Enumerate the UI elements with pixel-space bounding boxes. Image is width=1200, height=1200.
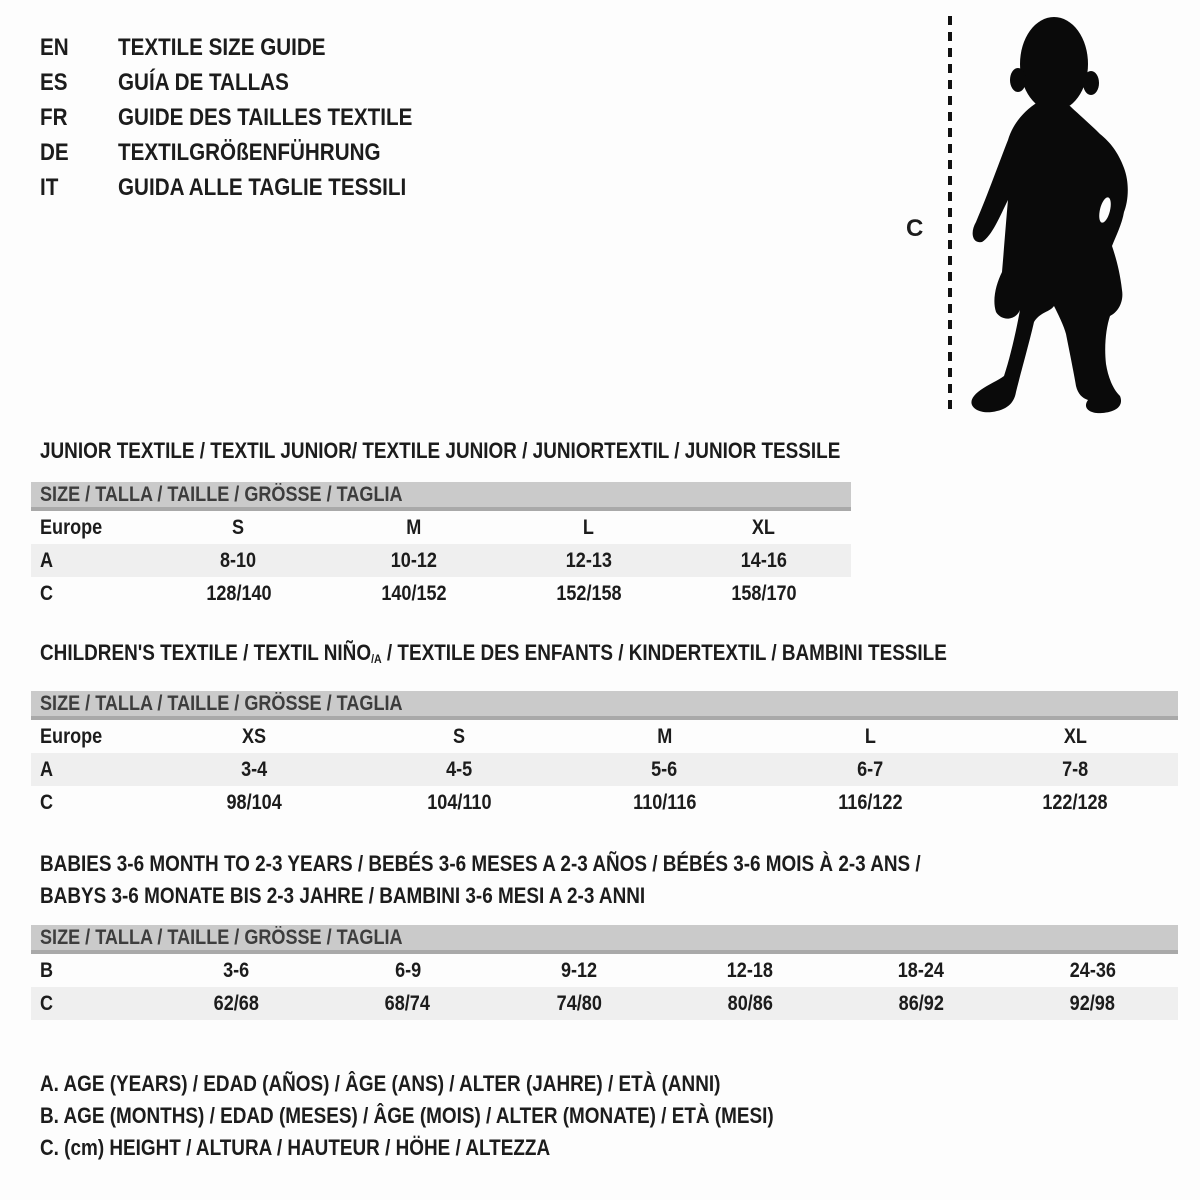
children-section-title-text: CHILDREN'S TEXTILE / TEXTIL $NIÑO_{/A}$ / TEXTILE DES ENFANTS / KINDERTEXTIL / BAMBINI TESSILE bbox=[40, 640, 947, 666]
row-label: C bbox=[40, 582, 54, 605]
children-size-table bbox=[31, 691, 1178, 819]
table-row-height bbox=[31, 786, 1178, 819]
table-row-europe bbox=[31, 720, 1178, 753]
babies-size-table bbox=[31, 925, 1178, 1020]
language-row-it bbox=[40, 170, 460, 205]
row-label: A bbox=[40, 758, 54, 781]
table-cell: M bbox=[656, 725, 673, 748]
table-row-age bbox=[31, 544, 851, 577]
language-code-text: EN bbox=[40, 34, 69, 61]
row-label: A bbox=[40, 549, 54, 572]
row-label: Europe bbox=[40, 516, 103, 539]
language-row-fr bbox=[40, 100, 460, 135]
language-title bbox=[118, 170, 460, 205]
language-code-text: DE bbox=[40, 139, 69, 166]
table-cell: 24-36 bbox=[1069, 959, 1116, 982]
footnotes-block bbox=[40, 1068, 893, 1164]
language-title-text: GUIDE DES TAILLES TEXTILE bbox=[118, 104, 413, 131]
table-cell: XL bbox=[751, 516, 776, 539]
row-label: B bbox=[40, 959, 54, 982]
language-title-text: GUIDA ALLE TAGLIE TESSILI bbox=[118, 174, 407, 201]
table-cell: 7-8 bbox=[1062, 758, 1089, 781]
language-code bbox=[40, 170, 118, 205]
language-code-text: FR bbox=[40, 104, 68, 131]
table-cell: 12-18 bbox=[726, 959, 774, 982]
table-row-height bbox=[31, 987, 1178, 1020]
babies-section-title bbox=[40, 848, 1064, 912]
table-cell: 74/80 bbox=[556, 992, 602, 1015]
language-row-es bbox=[40, 65, 460, 100]
toddler-silhouette-image bbox=[962, 14, 1138, 414]
table-cell: 152/158 bbox=[555, 582, 622, 605]
table-cell: 10-12 bbox=[390, 549, 437, 572]
footnote-b: B. AGE (MONTHS) / EDAD (MESES) / ÂGE (MOIS) / ALTER (MONATE) / ETÀ (MESI) bbox=[40, 1103, 774, 1128]
table-cell: 62/68 bbox=[213, 992, 260, 1015]
table-row-months bbox=[31, 954, 1178, 987]
language-title bbox=[118, 65, 460, 100]
title-subscript: /A bbox=[371, 652, 382, 666]
language-title bbox=[118, 30, 460, 65]
size-header-band bbox=[31, 691, 1178, 720]
junior-size-table bbox=[31, 482, 851, 610]
row-label: Europe bbox=[40, 725, 103, 748]
table-cell: 104/110 bbox=[426, 791, 492, 814]
language-code bbox=[40, 135, 118, 170]
table-cell: 18-24 bbox=[898, 959, 945, 982]
table-row-age bbox=[31, 753, 1178, 786]
row-label: C bbox=[40, 992, 54, 1015]
height-measure-label: C bbox=[906, 215, 924, 242]
table-cell: 80/86 bbox=[727, 992, 773, 1015]
table-cell: S bbox=[453, 725, 466, 748]
language-row-en bbox=[40, 30, 460, 65]
language-title-text: GUÍA DE TALLAS bbox=[118, 69, 289, 96]
table-cell: 4-5 bbox=[446, 758, 473, 781]
language-code-text: ES bbox=[40, 69, 68, 96]
language-row-de bbox=[40, 135, 460, 170]
table-row-height bbox=[31, 577, 851, 610]
table-cell: 6-7 bbox=[856, 758, 883, 781]
size-header-text: SIZE / TALLA / TAILLE / GRÖSSE / TAGLIA bbox=[40, 926, 403, 949]
language-code bbox=[40, 100, 118, 135]
table-cell: 86/92 bbox=[898, 992, 944, 1015]
babies-title-line1: BABIES 3-6 MONTH TO 2-3 YEARS / BEBÉS 3-6 MESES A 2-3 AÑOS / BÉBÉS 3-6 MOIS À 2-3 ANS / bbox=[40, 851, 921, 876]
size-header-text: SIZE / TALLA / TAILLE / GRÖSSE / TAGLIA bbox=[40, 692, 403, 715]
table-cell: 158/170 bbox=[730, 582, 797, 605]
table-cell: 12-13 bbox=[565, 549, 612, 572]
table-cell: XL bbox=[1063, 725, 1087, 748]
language-code bbox=[40, 30, 118, 65]
table-cell: XS bbox=[241, 725, 266, 748]
language-title-block bbox=[40, 30, 460, 205]
table-cell: L bbox=[582, 516, 595, 539]
table-cell: 92/98 bbox=[1069, 992, 1116, 1015]
table-cell: 128/140 bbox=[205, 582, 272, 605]
language-title-text: TEXTILGRÖßENFÜHRUNG bbox=[118, 139, 381, 166]
table-cell: 140/152 bbox=[380, 582, 447, 605]
junior-section-title-text: JUNIOR TEXTILE / TEXTIL JUNIOR/ TEXTILE JUNIOR / JUNIORTEXTIL / JUNIOR TESSILE bbox=[40, 438, 841, 463]
table-cell: 8-10 bbox=[220, 549, 257, 572]
language-title-text: TEXTILE SIZE GUIDE bbox=[118, 34, 326, 61]
table-cell: 122/128 bbox=[1042, 791, 1108, 814]
language-title bbox=[118, 100, 460, 135]
table-cell: 68/74 bbox=[385, 992, 431, 1015]
size-header-band bbox=[31, 925, 1178, 954]
language-code bbox=[40, 65, 118, 100]
height-measure-dashed-line bbox=[948, 16, 952, 414]
footnote-c: C. (cm) HEIGHT / ALTURA / HAUTEUR / HÖHE / ALTEZZA bbox=[40, 1135, 551, 1160]
children-section-title bbox=[40, 640, 1095, 672]
table-cell: 5-6 bbox=[651, 758, 678, 781]
size-header-text: SIZE / TALLA / TAILLE / GRÖSSE / TAGLIA bbox=[40, 483, 403, 506]
language-code-text: IT bbox=[40, 174, 59, 201]
table-cell: S bbox=[232, 516, 245, 539]
table-cell: 3-6 bbox=[223, 959, 250, 982]
language-title bbox=[118, 135, 460, 170]
footnote-a: A. AGE (YEARS) / EDAD (AÑOS) / ÂGE (ANS) / ALTER (JAHRE) / ETÀ (ANNI) bbox=[40, 1071, 721, 1096]
size-header-band bbox=[31, 482, 851, 511]
table-cell: 14-16 bbox=[740, 549, 787, 572]
table-cell: M bbox=[405, 516, 422, 539]
table-cell: L bbox=[864, 725, 876, 748]
table-cell: 116/122 bbox=[837, 791, 903, 814]
babies-title-line2: BABYS 3-6 MONATE BIS 2-3 JAHRE / BAMBINI 3-6 MESI A 2-3 ANNI bbox=[40, 883, 646, 908]
table-cell: 98/104 bbox=[226, 791, 282, 814]
table-cell: 110/116 bbox=[632, 791, 697, 814]
row-label: C bbox=[40, 791, 54, 814]
table-cell: 6-9 bbox=[394, 959, 421, 982]
junior-section-title bbox=[40, 438, 971, 464]
table-cell: 9-12 bbox=[560, 959, 597, 982]
table-row-europe bbox=[31, 511, 851, 544]
table-cell: 3-4 bbox=[240, 758, 267, 781]
